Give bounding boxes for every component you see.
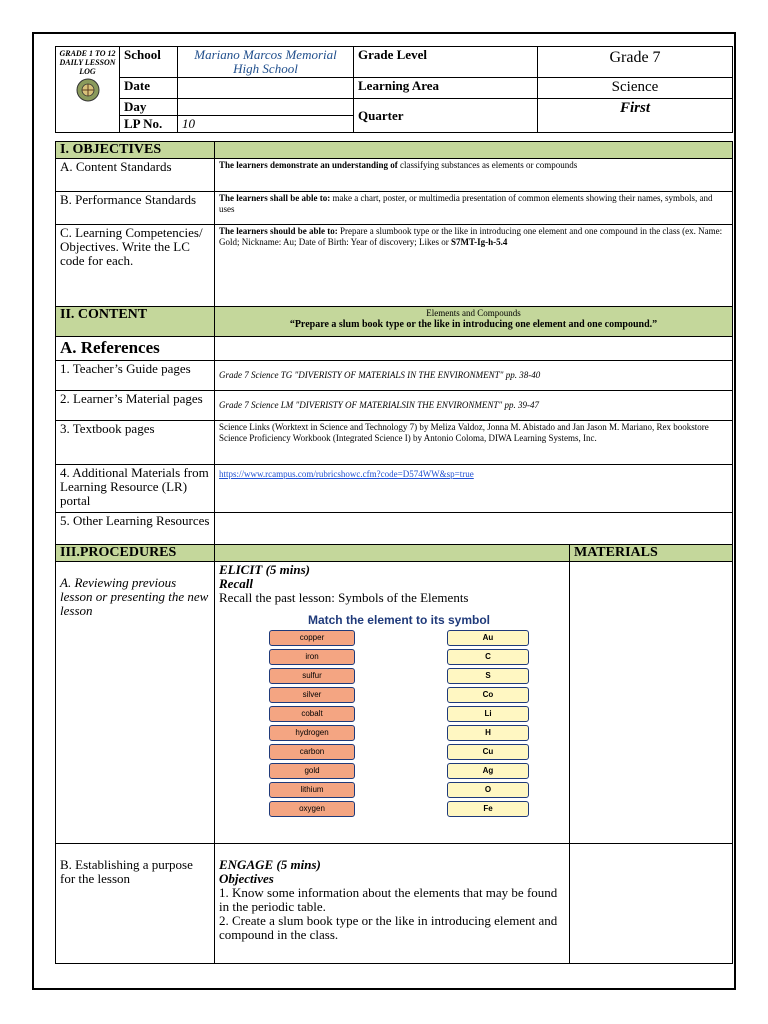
symbol-column (447, 630, 529, 817)
element-item: sulfur (269, 668, 355, 684)
content-rest: classifying substances as elements or compounds (397, 160, 578, 170)
lp-value: 10 (178, 116, 354, 133)
quarter-value: First (538, 99, 733, 133)
element-column (269, 630, 355, 817)
competencies-label: C. Learning Competencies/ Objectives. Write the LC code for each. (56, 225, 215, 307)
day-label: Day (120, 99, 178, 116)
element-item: hydrogen (269, 725, 355, 741)
lr-portal-link[interactable]: https://www.rcampus.com/rubricshowc.cfm?code=D574WW&sp=true (219, 469, 474, 479)
textbook-line-2: Science Proficiency Workbook (Integrated Science I) by Antonio Coloma, DIWA Learning Systems, Inc. (219, 433, 597, 443)
element-item: gold (269, 763, 355, 779)
content-activity: “Prepare a slum book type or the like in introducing one element and one compound.” (289, 319, 658, 330)
competencies-value (215, 225, 733, 307)
content-standards-label: A. Content Standards (56, 159, 215, 192)
day-value (178, 99, 354, 116)
competency-code: S7MT-Ig-h-5.4 (450, 237, 508, 247)
textbook-label: 3. Textbook pages (56, 421, 215, 465)
other-resources-value (215, 513, 733, 545)
textbook-value (215, 421, 733, 465)
performance-rest: make a chart, poster, or multimedia presentation of common elements showing their names, symbols, and uses (219, 193, 713, 214)
other-resources-label: 5. Other Learning Resources (56, 513, 215, 545)
lm-label: 2. Learner’s Material pages (56, 391, 215, 421)
establishing-purpose-label: B. Establishing a purpose for the lesson (56, 844, 215, 964)
symbol-item: Au (447, 630, 529, 646)
learning-area-label: Learning Area (354, 78, 538, 99)
match-title: Match the element to its symbol (307, 613, 491, 627)
objectives-title: I. OBJECTIVES (56, 142, 215, 159)
match-activity (269, 613, 529, 817)
content-title: II. CONTENT (56, 307, 215, 337)
materials-cell-b (570, 844, 733, 964)
symbol-item: H (447, 725, 529, 741)
performance-lead: The learners shall be able to: (219, 193, 331, 203)
symbol-item: Ag (447, 763, 529, 779)
tg-value: Grade 7 Science TG "DIVERISTY OF MATERIALS IN THE ENVIRONMENT" pp. 38-40 (215, 361, 733, 391)
content-lead: The learners demonstrate an understanding of (219, 160, 398, 170)
additional-materials-label: 4. Additional Materials from Learning Resource (LR) portal (56, 465, 215, 513)
school-label: School (120, 47, 178, 78)
deped-seal-icon (73, 78, 103, 102)
competency-rest: Prepare a slumbook type or the like in introducing one element and one compound in the class (ex. Name: Gold; Nickname: Au; Date of Birth: Year of discovery; Likes or (219, 226, 723, 247)
lm-value: Grade 7 Science LM "DIVERISTY OF MATERIALSIN THE ENVIRONMENT" pp. 39-47 (215, 391, 733, 421)
elicit-cell (215, 562, 570, 844)
element-item: cobalt (269, 706, 355, 722)
element-item: silver (269, 687, 355, 703)
references-title: A. References (56, 337, 215, 361)
engage-cell (215, 844, 570, 964)
procedures-title: III.PROCEDURES (56, 545, 215, 562)
procedures-title-fill (215, 545, 570, 562)
header-table (55, 46, 733, 133)
element-item: lithium (269, 782, 355, 798)
objectives-title-fill (215, 142, 733, 159)
element-item: oxygen (269, 801, 355, 817)
tg-label: 1. Teacher’s Guide pages (56, 361, 215, 391)
symbol-item: O (447, 782, 529, 798)
learning-area-value: Science (538, 78, 733, 99)
engage-item-1: 1. Know some information about the elements that may be found in the periodic table. (219, 885, 558, 914)
additional-materials-value (215, 465, 733, 513)
school-value: Mariano Marcos Memorial High School (178, 47, 354, 78)
references-fill (215, 337, 733, 361)
symbol-item: Co (447, 687, 529, 703)
element-item: iron (269, 649, 355, 665)
materials-cell-a (570, 562, 733, 844)
performance-standards-label: B. Performance Standards (56, 192, 215, 225)
engage-sub: Objectives (219, 871, 274, 886)
symbol-item: S (447, 668, 529, 684)
quarter-label: Quarter (354, 99, 538, 133)
reviewing-lesson-label: A. Reviewing previous lesson or presenting the new lesson (56, 562, 215, 844)
grade-level-value: Grade 7 (538, 47, 733, 78)
log-label: GRADE 1 TO 12 DAILY LESSON LOG (59, 49, 116, 76)
lesson-table (55, 141, 733, 964)
elicit-text: Recall the past lesson: Symbols of the Elements (219, 590, 469, 605)
element-item: carbon (269, 744, 355, 760)
symbol-item: Cu (447, 744, 529, 760)
engage-item-2: 2. Create a slum book type or the like in introducing element and compound in the class. (219, 913, 558, 942)
textbook-line-1: Science Links (Worktext in Science and Technology 7) by Meliza Valdoz, Jonna M. Abistado and Jan Jason M. Mariano, Rex bookstore (219, 422, 709, 432)
symbol-item: C (447, 649, 529, 665)
materials-header: MATERIALS (570, 545, 733, 562)
content-standards-value (215, 159, 733, 192)
symbol-item: Fe (447, 801, 529, 817)
content-value (215, 307, 733, 337)
element-item: copper (269, 630, 355, 646)
grade-level-label: Grade Level (354, 47, 538, 78)
dll-logo-cell (56, 47, 120, 133)
elicit-phase: ELICIT (5 mins) (219, 562, 311, 577)
lp-label: LP No. (120, 116, 178, 133)
elicit-sub: Recall (219, 576, 253, 591)
date-label: Date (120, 78, 178, 99)
competency-lead: The learners should be able to: (219, 226, 338, 236)
engage-phase: ENGAGE (5 mins) (219, 857, 321, 872)
symbol-item: Li (447, 706, 529, 722)
content-topic: Elements and Compounds (426, 308, 521, 318)
date-value (178, 78, 354, 99)
performance-standards-value (215, 192, 733, 225)
